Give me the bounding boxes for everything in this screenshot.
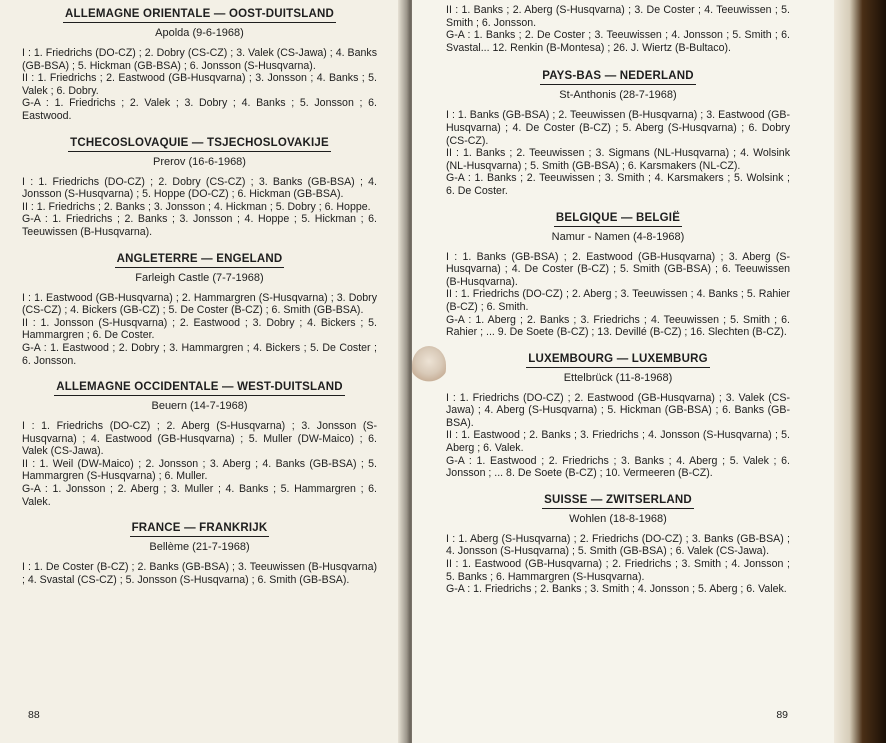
photo-thumbnail xyxy=(412,346,446,384)
section-switzerland xyxy=(446,494,790,596)
section-venue: Apolda (9-6-1968) xyxy=(155,27,244,39)
result-line: II : 1. Friedrichs (DO-CZ) ; 2. Aberg ; 3. Teeuwissen ; 4. Banks ; 5. Rahier (B-CZ) ; 6. Smith. xyxy=(446,288,790,313)
section-england xyxy=(22,253,377,368)
result-line: G-A : 1. Aberg ; 2. Banks ; 3. Friedrichs ; 4. Teeuwissen ; 5. Smith ; 6. Rahier ; ... 9. De Soete (B-CZ) ; 13. Devillé (B-CZ) ; 16. Slechten (B-CZ). xyxy=(446,313,790,339)
section-venue: Farleigh Castle (7-7-1968) xyxy=(135,271,264,284)
result-line: I : 1. Friedrichs (DO-CZ) ; 2. Dobry (CS-CZ) ; 3. Banks (GB-BSA) ; 4. Jonsson (S-Husqvarna) ; 5. Hoppe (DO-CZ) ; 6. Hickman (GB-BSA). xyxy=(22,175,377,201)
section-title: FRANCE — FRANKRIJK xyxy=(130,522,270,537)
result-line: I : 1. Friedrichs (DO-CZ) ; 2. Dobry (CS-CZ) ; 3. Valek (CS-Jawa) ; 4. Banks (GB-BSA) ; 5. Hickman (GB-BSA) ; 6. Jonsson (S-Husqvarna). xyxy=(22,47,377,72)
result-line: I : 1. Eastwood (GB-Husqvarna) ; 2. Hammargren (S-Husqvarna) ; 3. Dobry (CS-CZ) ; 4. Bickers (GB-CZ) ; 5. De Coster (B-CZ) ; 6. Smith (GB-BSA). xyxy=(22,291,377,317)
result-line: I : 1. Friedrichs (DO-CZ) ; 2. Aberg (S-Husqvarna) ; 3. Jonsson (S-Husqvarna) ; 4. Eastwood (GB-Husqvarna) ; 5. Muller (DW-Maico) ; 6. Valek (CS-Jawa). xyxy=(22,420,377,458)
section-luxembourg xyxy=(446,353,790,480)
section-title: BELGIQUE — BELGIË xyxy=(554,212,682,227)
section-venue: Beuern (14-7-1968) xyxy=(151,400,248,413)
result-line: II : 1. Weil (DW-Maico) ; 2. Jonsson ; 3. Aberg ; 4. Banks (GB-BSA) ; 5. Hammargren (S-Husqvarna) ; 6. Muller. xyxy=(22,457,377,483)
book-edge xyxy=(834,0,886,743)
section-title: ANGLETERRE — ENGELAND xyxy=(115,253,285,268)
page-number: 89 xyxy=(776,709,788,721)
result-line: II : 1. Friedrichs ; 2. Banks ; 3. Jonsson ; 4. Hickman ; 5. Dobry ; 6. Hoppe. xyxy=(22,200,371,213)
result-line: G-A : 1. Banks ; 2. Teeuwissen ; 3. Smith ; 4. Karsmakers ; 5. Wolsink ; 6. De Coster. xyxy=(446,172,790,197)
section-france xyxy=(22,522,377,586)
section-title: PAYS-BAS — NEDERLAND xyxy=(540,70,696,85)
left-page xyxy=(0,0,405,743)
result-line: I : 1. Aberg (S-Husqvarna) ; 2. Friedrichs (DO-CZ) ; 3. Banks (GB-BSA) ; 4. Jonsson (S-Husqvarna) ; 5. Smith (GB-BSA) ; 6. Valek (CS-Jawa). xyxy=(446,532,790,558)
section-title: ALLEMAGNE ORIENTALE — OOST-DUITSLAND xyxy=(63,8,336,23)
section-venue: St-Anthonis (28-7-1968) xyxy=(559,89,677,102)
result-line: G-A : 1. Friedrichs ; 2. Banks ; 3. Smith ; 4. Jonsson ; 5. Aberg ; 6. Valek. xyxy=(446,583,787,596)
section-title: SUISSE — ZWITSERLAND xyxy=(542,494,694,509)
page-number: 88 xyxy=(28,709,40,721)
result-line: G-A : 1. Eastwood ; 2. Friedrichs ; 3. Banks ; 4. Aberg ; 5. Valek ; 6. Jonsson ; ... 8. De Soete (B-CZ) ; 10. Vermeeren (B-CZ). xyxy=(446,454,790,480)
result-line: I : 1. Banks (GB-BSA) ; 2. Teeuwissen (B-Husqvarna) ; 3. Eastwood (GB-Husqvarna) ; 4. De Coster (B-CZ) ; 5. Aberg (S-Husqvarna) ; 6. Dobry (CS-CZ). xyxy=(446,109,790,147)
result-line: I : 1. Banks (GB-BSA) ; 2. Eastwood (GB-Husqvarna) ; 3. Aberg (S-Husqvarna) ; 4. De Coster (B-CZ) ; 5. Smith (GB-BSA) ; 6. Teeuwissen (B-Husqvarna). xyxy=(446,250,790,288)
result-line: I : 1. Friedrichs (DO-CZ) ; 2. Eastwood (GB-Husqvarna) ; 3. Valek (CS-Jawa) ; 4. Aberg (S-Husqvarna) ; 5. Hickman (GB-BSA) ; 6. Banks (GB-BSA). xyxy=(446,391,790,429)
section-venue: Bellème (21-7-1968) xyxy=(149,541,250,554)
section-netherlands xyxy=(446,70,790,197)
right-page xyxy=(412,0,834,743)
section-west-germany xyxy=(22,381,377,508)
result-line: II : 1. Eastwood ; 2. Banks ; 3. Friedrichs ; 4. Jonsson (S-Husqvarna) ; 5. Aberg ; 6. Valek. xyxy=(446,429,790,455)
result-line: II : 1. Jonsson (S-Husqvarna) ; 2. Eastwood ; 3. Dobry ; 4. Bickers ; 5. Hammargren ; 6. De Coster. xyxy=(22,316,377,342)
section-venue: Ettelbrück (11-8-1968) xyxy=(563,371,673,384)
section-east-germany xyxy=(22,8,377,123)
result-line: I : 1. De Coster (B-CZ) ; 2. Banks (GB-BSA) ; 3. Teeuwissen (B-Husqvarna) ; 4. Svastal (CS-CZ) ; 5. Jonsson (S-Husqvarna) ; 6. Smith (GB-BSA). xyxy=(22,561,377,586)
section-czechoslovakia xyxy=(22,137,377,239)
result-line: G-A : 1. Eastwood ; 2. Dobry ; 3. Hammargren ; 4. Bickers ; 5. De Coster ; 6. Jonsson. xyxy=(22,341,377,367)
section-continuation xyxy=(446,4,790,54)
section-title: LUXEMBOURG — LUXEMBURG xyxy=(526,353,709,368)
result-line: II : 1. Banks ; 2. Teeuwissen ; 3. Sigmans (NL-Husqvarna) ; 4. Wolsink (NL-Husqvarna) ; 5. Smith (GB-BSA) ; 6. Karsmakers (NL-CZ). xyxy=(446,147,790,172)
result-line: G-A : 1. Banks ; 2. De Coster ; 3. Teeuwissen ; 4. Jonsson ; 5. Smith ; 6. Svastal... 12. Renkin (B-Montesa) ; 26. J. Wiertz (B-Bultaco). xyxy=(446,29,790,54)
result-line: G-A : 1. Jonsson ; 2. Aberg ; 3. Muller ; 4. Banks ; 5. Hammargren ; 6. Valek. xyxy=(22,483,377,508)
result-line: II : 1. Banks ; 2. Aberg (S-Husqvarna) ; 3. De Coster ; 4. Teeuwissen ; 5. Smith ; 6. Jonsson. xyxy=(446,4,790,29)
result-line: II : 1. Friedrichs ; 2. Eastwood (GB-Husqvarna) ; 3. Jonsson ; 4. Banks ; 5. Valek ; 6. Dobry. xyxy=(22,72,377,97)
section-title: ALLEMAGNE OCCIDENTALE — WEST-DUITSLAND xyxy=(54,381,345,396)
result-line: G-A : 1. Friedrichs ; 2. Banks ; 3. Jonsson ; 4. Hoppe ; 5. Hickman ; 6. Teeuwissen (B-Husqvarna). xyxy=(22,213,377,238)
section-belgium xyxy=(446,212,790,339)
section-venue: Prerov (16-6-1968) xyxy=(153,155,246,168)
section-venue: Namur - Namen (4-8-1968) xyxy=(551,230,685,243)
result-line: II : 1. Eastwood (GB-Husqvarna) ; 2. Friedrichs ; 3. Smith ; 4. Jonsson ; 5. Banks ; 6. Hammargren (S-Husqvarna). xyxy=(446,558,790,583)
section-title: TCHECOSLOVAQUIE — TSJECHOSLOVAKIJE xyxy=(68,137,331,152)
result-line: G-A : 1. Friedrichs ; 2. Valek ; 3. Dobry ; 4. Banks ; 5. Jonsson ; 6. Eastwood. xyxy=(22,97,377,122)
section-venue: Wohlen (18-8-1968) xyxy=(569,512,667,525)
